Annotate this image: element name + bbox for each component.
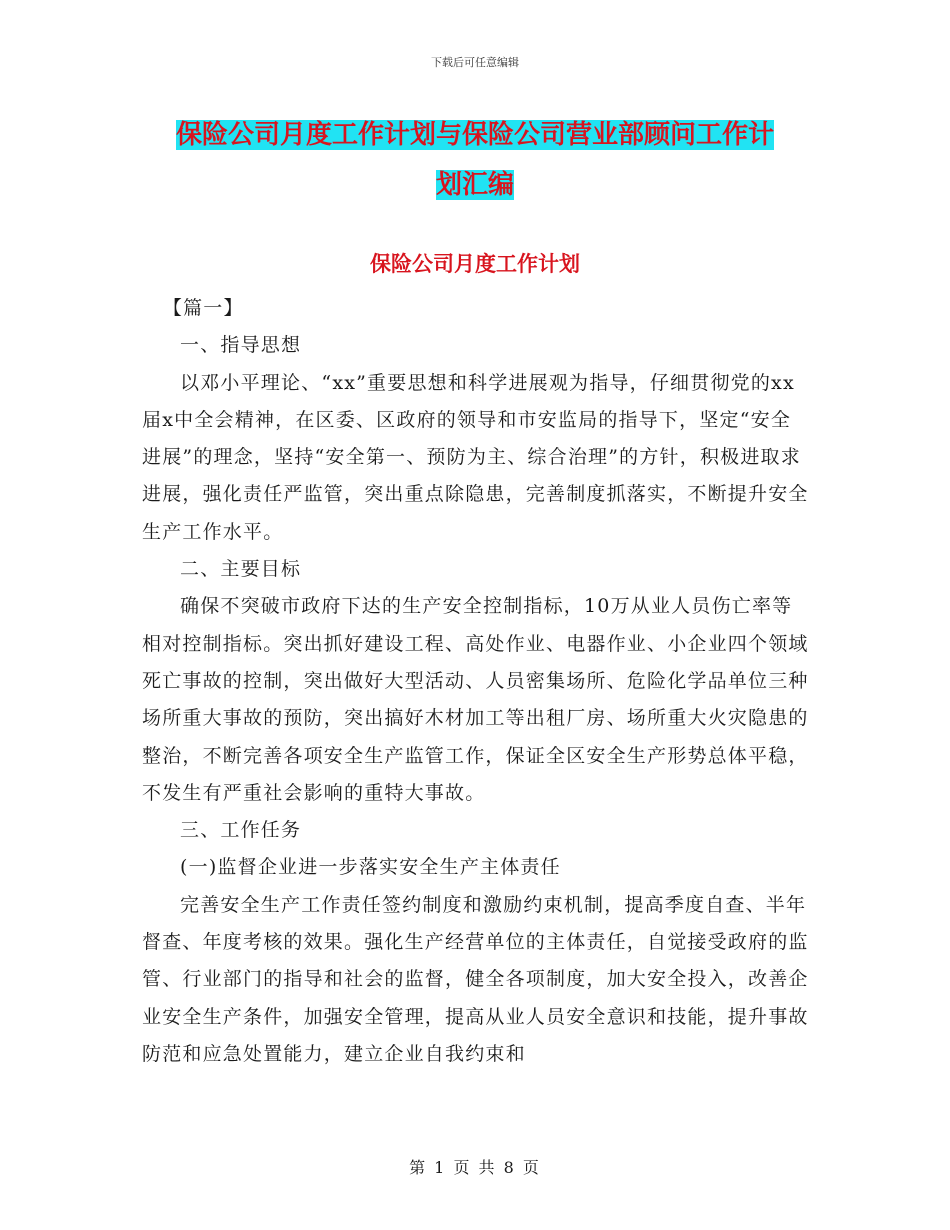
paragraph-task-one: 完善安全生产工作责任签约制度和激励约束机制，提高季度自查、半年督查、年度考核的效果。强化生产经营单位的主体责任，自觉接受政府的监管、行业部门的指导和社会的监督，健全各项制度，加大安全投入，改善企业安全生产条件，加强安全管理，提高从业人员安全意识和技能，提升事故防范和应急处置能力，建立企业自我约束和 bbox=[142, 893, 809, 1065]
document-title bbox=[140, 110, 810, 210]
heading-guiding-thought: 一、指导思想 bbox=[180, 334, 302, 357]
document-title-line-1: 保险公司月度工作计划与保险公司营业部顾问工作计 bbox=[175, 120, 774, 150]
paragraph-guiding-thought: 以邓小平理论、“xx”重要思想和科学进展观为指导，仔细贯彻党的xx届x中全会精神，在区委、区政府的领导和市安监局的指导下，坚定“安全进展”的理念，坚持“安全第一、预防为主、综合治理”的方针，积极进取求进展，强化责任严监管，突出重点除隐患，完善制度抓落实，不断提升安全生产工作水平。 bbox=[142, 371, 809, 543]
part-label: 【篇一】 bbox=[162, 297, 244, 319]
heading-main-goals: 二、主要目标 bbox=[180, 558, 302, 581]
document-title-line-2: 划汇编 bbox=[435, 170, 514, 200]
section-title: 保险公司月度工作计划 bbox=[370, 251, 580, 276]
page-number-footer: 第 1 页 共 8 页 bbox=[409, 1158, 541, 1177]
paragraph-main-goals: 确保不突破市政府下达的生产安全控制指标，10万从业人员伤亡率等相对控制指标。突出抓好建设工程、高处作业、电器作业、小企业四个领域死亡事故的控制，突出做好大型活动、人员密集场所、危险化学品单位三种场所重大事故的预防，突出搞好木材加工等出租厂房、场所重大火灾隐患的整治，不断完善各项安全生产监管工作，保证全区安全生产形势总体平稳，不发生有严重社会影响的重特大事故。 bbox=[142, 595, 809, 804]
page-header-note: 下载后可任意编辑 bbox=[431, 56, 519, 69]
heading-work-tasks: 三、工作任务 bbox=[180, 819, 302, 842]
subheading-task-one: (一)监督企业进一步落实安全生产主体责任 bbox=[180, 856, 561, 879]
document-body bbox=[142, 290, 810, 1073]
